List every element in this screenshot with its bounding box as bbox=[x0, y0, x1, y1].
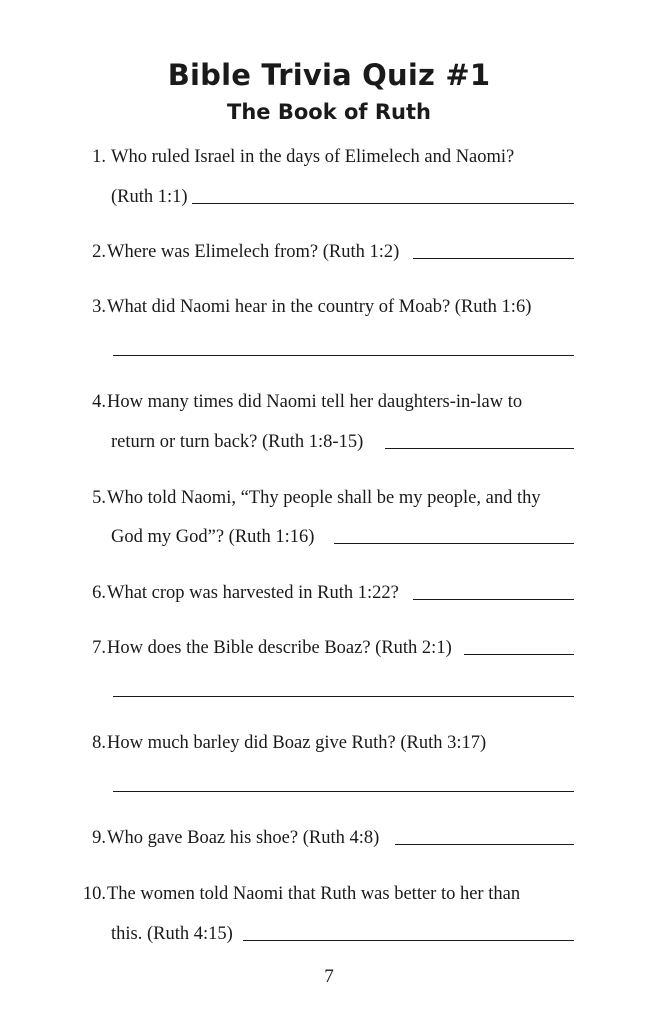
question-text: How much barley did Boaz give Ruth? (Ruth 3:17) bbox=[107, 733, 487, 753]
question-text: Who ruled Israel in the days of Elimelech and Naomi? bbox=[111, 147, 515, 167]
answer-blank[interactable] bbox=[243, 940, 574, 941]
question-7-continued bbox=[0, 677, 658, 703]
answer-blank[interactable] bbox=[413, 258, 574, 259]
answer-blank[interactable] bbox=[464, 654, 574, 655]
question-reference: return or turn back? (Ruth 1:8-15) bbox=[111, 432, 364, 452]
question-5-continued bbox=[0, 524, 658, 550]
answer-blank[interactable] bbox=[113, 355, 574, 356]
answer-blank[interactable] bbox=[192, 203, 574, 204]
question-number: 2. bbox=[92, 242, 106, 262]
question-number: 6. bbox=[92, 583, 106, 603]
question-3 bbox=[0, 294, 658, 320]
question-10 bbox=[0, 881, 658, 907]
question-text: Who told Naomi, “Thy people shall be my people, and thy bbox=[107, 488, 541, 508]
question-1 bbox=[0, 144, 658, 170]
question-number: 9. bbox=[92, 828, 106, 848]
question-text: Who gave Boaz his shoe? (Ruth 4:8) bbox=[107, 828, 380, 848]
page-number: 7 bbox=[324, 966, 334, 987]
question-8-continued bbox=[0, 772, 658, 798]
answer-blank[interactable] bbox=[413, 599, 574, 600]
question-text: How many times did Naomi tell her daughters-in-law to bbox=[107, 392, 523, 412]
question-number: 5. bbox=[92, 488, 106, 508]
question-10-continued bbox=[0, 921, 658, 947]
question-8 bbox=[0, 730, 658, 756]
question-number: 4. bbox=[92, 392, 106, 412]
question-1-continued bbox=[0, 184, 658, 210]
question-text: How does the Bible describe Boaz? (Ruth 2:1) bbox=[107, 638, 452, 658]
question-reference: God my God”? (Ruth 1:16) bbox=[111, 527, 315, 547]
question-text: The women told Naomi that Ruth was better to her than bbox=[107, 884, 521, 904]
question-reference: this. (Ruth 4:15) bbox=[111, 924, 233, 944]
question-number: 3. bbox=[92, 297, 106, 317]
question-4 bbox=[0, 389, 658, 415]
question-6 bbox=[0, 580, 658, 606]
page-subtitle: The Book of Ruth bbox=[227, 100, 431, 124]
answer-blank[interactable] bbox=[113, 696, 574, 697]
question-number: 10. bbox=[82, 884, 106, 904]
answer-blank[interactable] bbox=[395, 844, 574, 845]
question-number: 7. bbox=[92, 638, 106, 658]
answer-blank[interactable] bbox=[113, 791, 574, 792]
question-2 bbox=[0, 239, 658, 265]
question-text: Where was Elimelech from? (Ruth 1:2) bbox=[107, 242, 400, 262]
question-4-continued bbox=[0, 429, 658, 455]
question-number: 1. bbox=[92, 147, 106, 167]
answer-blank[interactable] bbox=[385, 448, 574, 449]
question-3-continued bbox=[0, 336, 658, 362]
question-number: 8. bbox=[92, 733, 106, 753]
page-title: Bible Trivia Quiz #1 bbox=[167, 58, 491, 92]
question-5 bbox=[0, 485, 658, 511]
question-reference: (Ruth 1:1) bbox=[111, 187, 188, 207]
answer-blank[interactable] bbox=[334, 543, 574, 544]
question-7 bbox=[0, 635, 658, 661]
question-text: What did Naomi hear in the country of Moab? (Ruth 1:6) bbox=[107, 297, 532, 317]
question-text: What crop was harvested in Ruth 1:22? bbox=[107, 583, 399, 603]
question-9 bbox=[0, 825, 658, 851]
